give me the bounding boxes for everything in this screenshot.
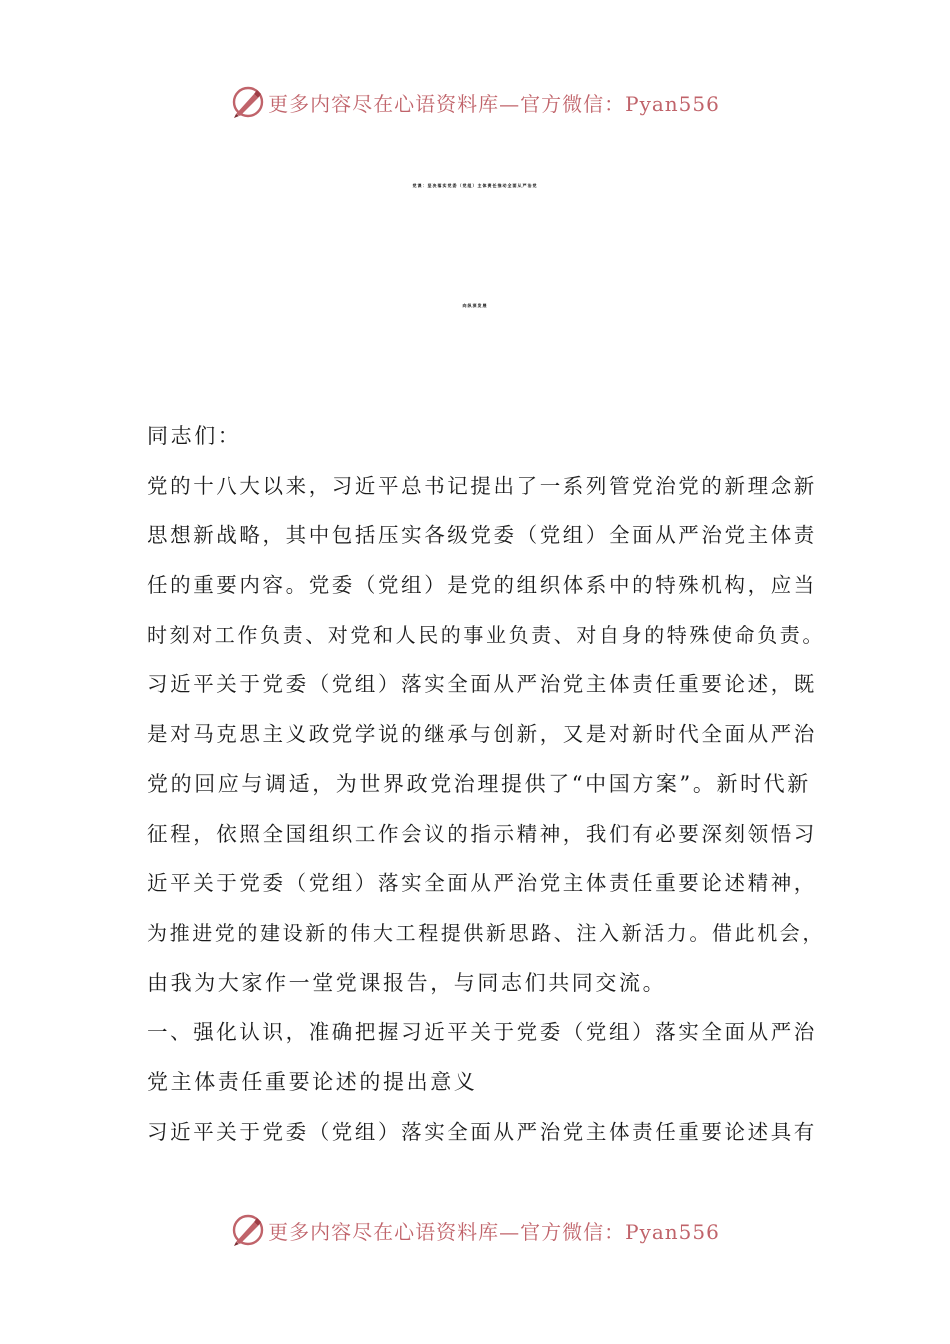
body-line: 习近平关于党委（党组）落实全面从严治党主体责任重要论述，既 — [147, 672, 817, 697]
body-line: 党的十八大以来，习近平总书记提出了一系列管党治党的新理念新 — [147, 473, 817, 498]
document-body — [147, 421, 827, 1166]
body-line: 为推进党的建设新的伟大工程提供新思路、注入新活力。借此机会， — [147, 920, 825, 945]
section-heading-line: 一、强化认识，准确把握习近平关于党委（党组）落实全面从严治 — [147, 1020, 817, 1045]
body-line: 党的回应与调适，为世界政党治理提供了“中国方案”。新时代新 — [147, 771, 811, 796]
body-line: 是对马克思主义政党学说的继承与创新，又是对新时代全面从严治 — [147, 722, 817, 747]
body-line: 征程，依照全国组织工作会议的指示精神，我们有必要深刻领悟习 — [147, 821, 817, 846]
footer-banner-text: 更多内容尽在心语资料库—官方微信：Pyan556 — [268, 1219, 720, 1244]
body-line: 习近平关于党委（党组）落实全面从严治党主体责任重要论述具有 — [147, 1119, 817, 1144]
header-banner-text: 更多内容尽在心语资料库—官方微信：Pyan556 — [268, 91, 720, 116]
document-title-line-1: 党课：坚决落实党委（党组）主体责任推动全面从严治党 — [412, 183, 538, 188]
body-line: 由我为大家作一堂党课报告，与同志们共同交流。 — [147, 970, 667, 995]
pen-logo-icon — [230, 84, 266, 120]
body-line: 同志们： — [147, 424, 242, 448]
body-line: 近平关于党委（党组）落实全面从严治党主体责任重要论述精神， — [147, 871, 817, 896]
section-heading-line: 党主体责任重要论述的提出意义 — [147, 1069, 478, 1094]
body-line: 思想新战略，其中包括压实各级党委（党组）全面从严治党主体责 — [147, 523, 817, 548]
pen-logo-icon — [230, 1212, 266, 1248]
document-title-line-2: 向纵深发展 — [462, 303, 488, 308]
body-line: 时刻对工作负责、对党和人民的事业负责、对自身的特殊使命负责。 — [147, 622, 825, 647]
header-banner — [0, 82, 950, 122]
footer-banner — [0, 1210, 950, 1250]
body-line: 任的重要内容。党委（党组）是党的组织体系中的特殊机构，应当 — [147, 573, 817, 598]
